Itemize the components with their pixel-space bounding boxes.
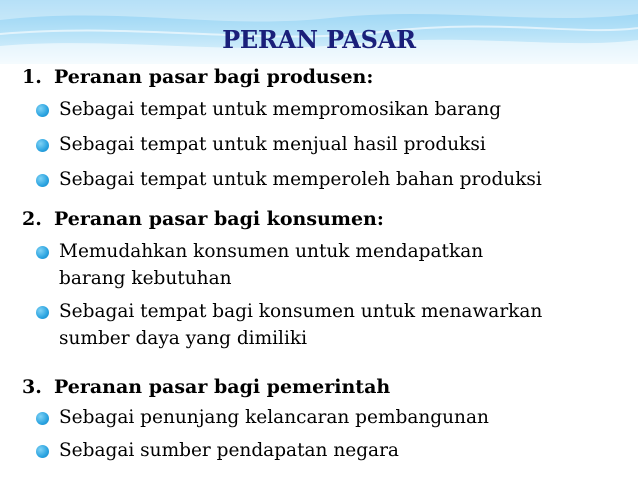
section-number: 3.	[22, 376, 42, 398]
list-item	[22, 96, 632, 123]
list-item	[22, 437, 632, 464]
bullet-dot-icon	[36, 412, 49, 425]
section-title: Peranan pasar bagi produsen:	[54, 66, 374, 88]
list-item	[22, 404, 632, 431]
bullet-dot-icon	[36, 246, 49, 259]
bullet-list	[22, 96, 632, 193]
bullet-text: Sebagai penunjang kelancaran pembangunan	[59, 407, 489, 428]
section-pemerintah	[22, 374, 632, 464]
list-item	[22, 238, 632, 292]
section-heading	[22, 374, 632, 400]
bullet-dot-icon	[36, 306, 49, 319]
list-item	[22, 131, 632, 158]
bullet-text: Sebagai tempat untuk memperoleh bahan produksi	[59, 169, 542, 190]
section-number: 2.	[22, 208, 42, 230]
bullet-text: Sebagai sumber pendapatan negara	[59, 440, 399, 461]
bullet-dot-icon	[36, 445, 49, 458]
section-produsen	[22, 64, 632, 193]
bullet-dot-icon	[36, 104, 49, 117]
bullet-text-line: sumber daya yang dimiliki	[59, 328, 307, 349]
section-konsumen	[22, 206, 632, 352]
bullet-text-line: Sebagai tempat bagi konsumen untuk menawarkan	[59, 301, 543, 322]
section-heading	[22, 64, 632, 90]
bullet-text: Sebagai tempat untuk menjual hasil produksi	[59, 134, 486, 155]
slide-title: PERAN PASAR	[222, 25, 416, 54]
bullet-dot-icon	[36, 174, 49, 187]
section-title: Peranan pasar bagi pemerintah	[54, 376, 391, 398]
bullet-text-line: barang kebutuhan	[59, 268, 232, 289]
section-heading	[22, 206, 632, 232]
list-item	[22, 298, 632, 352]
bullet-text-line: Memudahkan konsumen untuk mendapatkan	[59, 241, 484, 262]
list-item	[22, 166, 632, 193]
section-title: Peranan pasar bagi konsumen:	[54, 208, 384, 230]
section-number: 1.	[22, 66, 42, 88]
bullet-dot-icon	[36, 139, 49, 152]
bullet-text: Sebagai tempat untuk mempromosikan barang	[59, 99, 502, 120]
bullet-list	[22, 238, 632, 352]
bullet-list	[22, 404, 632, 464]
